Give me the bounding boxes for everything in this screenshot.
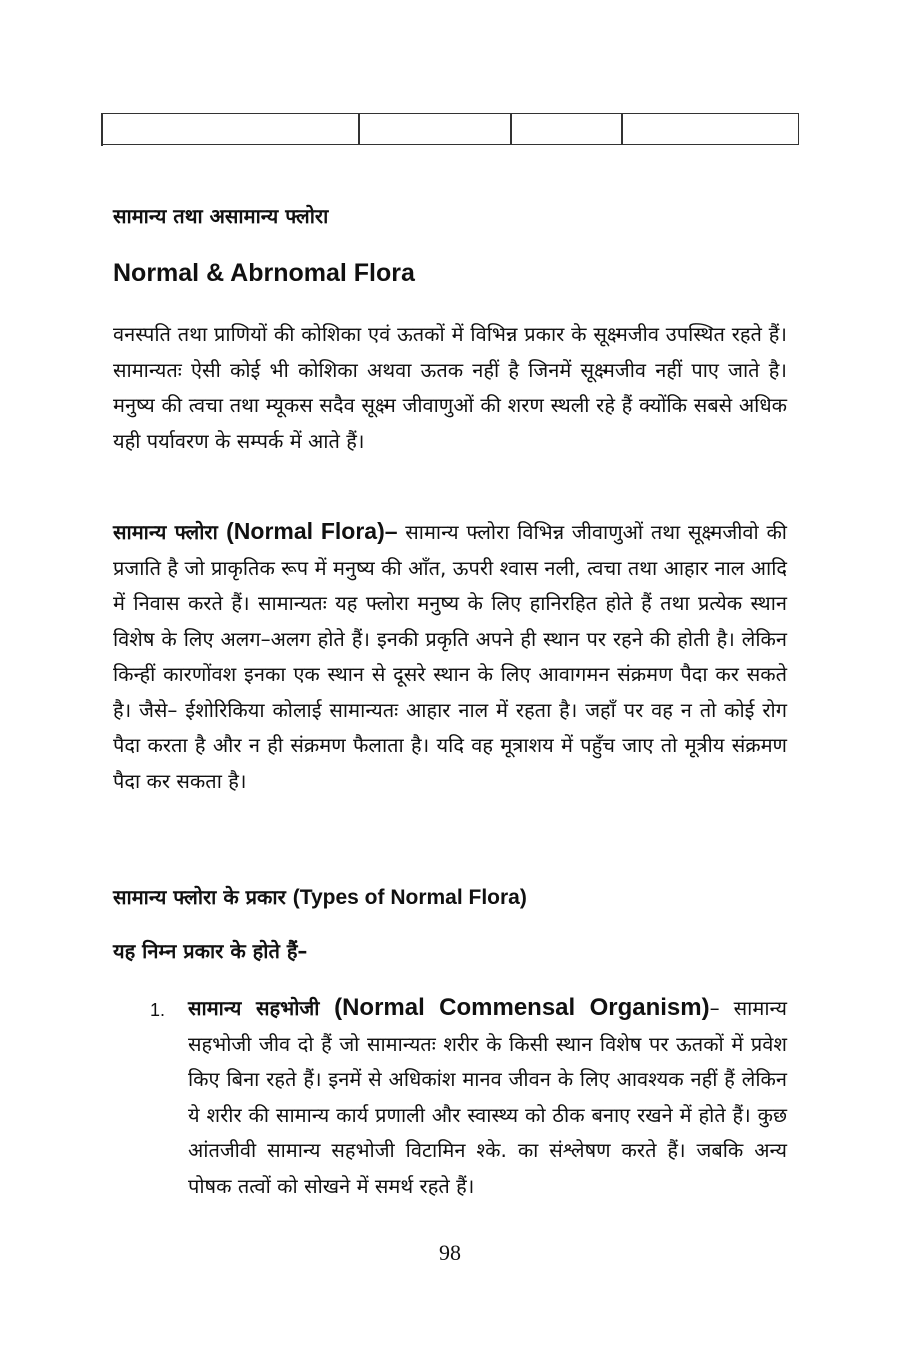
section-heading-english: Normal & Abrnomal Flora — [113, 259, 415, 287]
normal-flora-paragraph — [113, 514, 787, 799]
list-item-term-hindi: सामान्य सहभोजी — [188, 996, 335, 1020]
types-heading-hindi: सामान्य फ्लोरा के प्रकार — [113, 885, 293, 909]
table-border-left — [101, 114, 103, 146]
table-column-divider — [621, 114, 623, 144]
intro-paragraph: वनस्पति तथा प्राणियों की कोशिका एवं ऊतकों में विभिन्न प्रकार के सूक्ष्मजीव उपस्थित रहते हैं। सामान्यतः ऐसी कोई भी कोशिका अथवा ऊतक नहीं है जिनमें सूक्ष्मजीव नहीं पाए जाते है। मनुष्य की त्वचा तथा म्यूकस सदैव सूक्ष्म जीवाणुओं की शरण स्थली रहे हैं क्योंकि सबसे अधिक यही पर्यावरण के सम्पर्क में आते हैं। — [113, 322, 787, 453]
normal-flora-term-english: (Normal Flora)– — [226, 518, 398, 544]
normal-flora-body: सामान्य फ्लोरा विभिन्न जीवाणुओं तथा सूक्ष्मजीवो की प्रजाति है जो प्राकृतिक रूप में मनुष्य की आँत, ऊपरी श्वास नली, त्वचा तथा आहार नाल आदि में निवास करते हैं। सामान्यतः यह फ्लोरा मनुष्य के लिए हानिरहित होते हैं तथा प्रत्येक स्थान विशेष के लिए अलग–अलग होते हैं। इनकी प्रकृति अपने ही स्थान पर रहने की होती है। लेकिन किन्हीं कारणोंवश इनका एक स्थान से दूसरे स्थान के लिए आवागमन संक्रमण पैदा कर सकते है। जैसे– ईशोरिकिया कोलाई सामान्यतः आहार नाल में रहता है। जहाँ पर वह न तो कोई रोग पैदा करता है और न ही संक्रमण फैलाता है। यदि वह मूत्राशय में पहुँच जाए तो मूत्रीय संक्रमण पैदा कर सकता है। — [113, 520, 787, 793]
table-column-divider — [510, 114, 512, 144]
list-item — [188, 990, 787, 1204]
normal-flora-term — [113, 520, 398, 544]
list-item-term-dash: – — [709, 996, 720, 1020]
types-heading — [113, 883, 527, 910]
list-item-term — [188, 996, 710, 1020]
table-column-divider — [358, 114, 360, 144]
section-heading-hindi: सामान्य तथा असामान्य फ्लोरा — [113, 204, 329, 228]
types-heading-english: (Types of Normal Flora) — [292, 886, 527, 909]
table-fragment — [101, 113, 799, 145]
list-item-body: सामान्य सहभोजी जीव दो हैं जो सामान्यतः शरीर के किसी स्थान विशेष पर ऊतकों में प्रवेश किए बिना रहते हैं। इनमें से अधिकांश मानव जीवन के लिए आवश्यक नहीं हैं लेकिन ये शरीर की सामान्य कार्य प्रणाली और स्वास्थ्य को ठीक बनाए रखने में होते हैं। कुछ आंतजीवी सामान्य सहभोजी विटामिन श्के. का संश्लेषण करते हैं। जबकि अन्य पोषक तत्वों को सोखने में समर्थ रहते हैं। — [188, 996, 787, 1198]
list-item-term-english: (Normal Commensal Organism) — [334, 994, 710, 1021]
normal-flora-term-hindi: सामान्य फ्लोरा — [113, 520, 227, 544]
types-intro-line: यह निम्न प्रकार के होते हैं– — [113, 939, 308, 963]
page-number: 98 — [439, 1240, 461, 1265]
list-item-number: 1. — [150, 1000, 166, 1020]
